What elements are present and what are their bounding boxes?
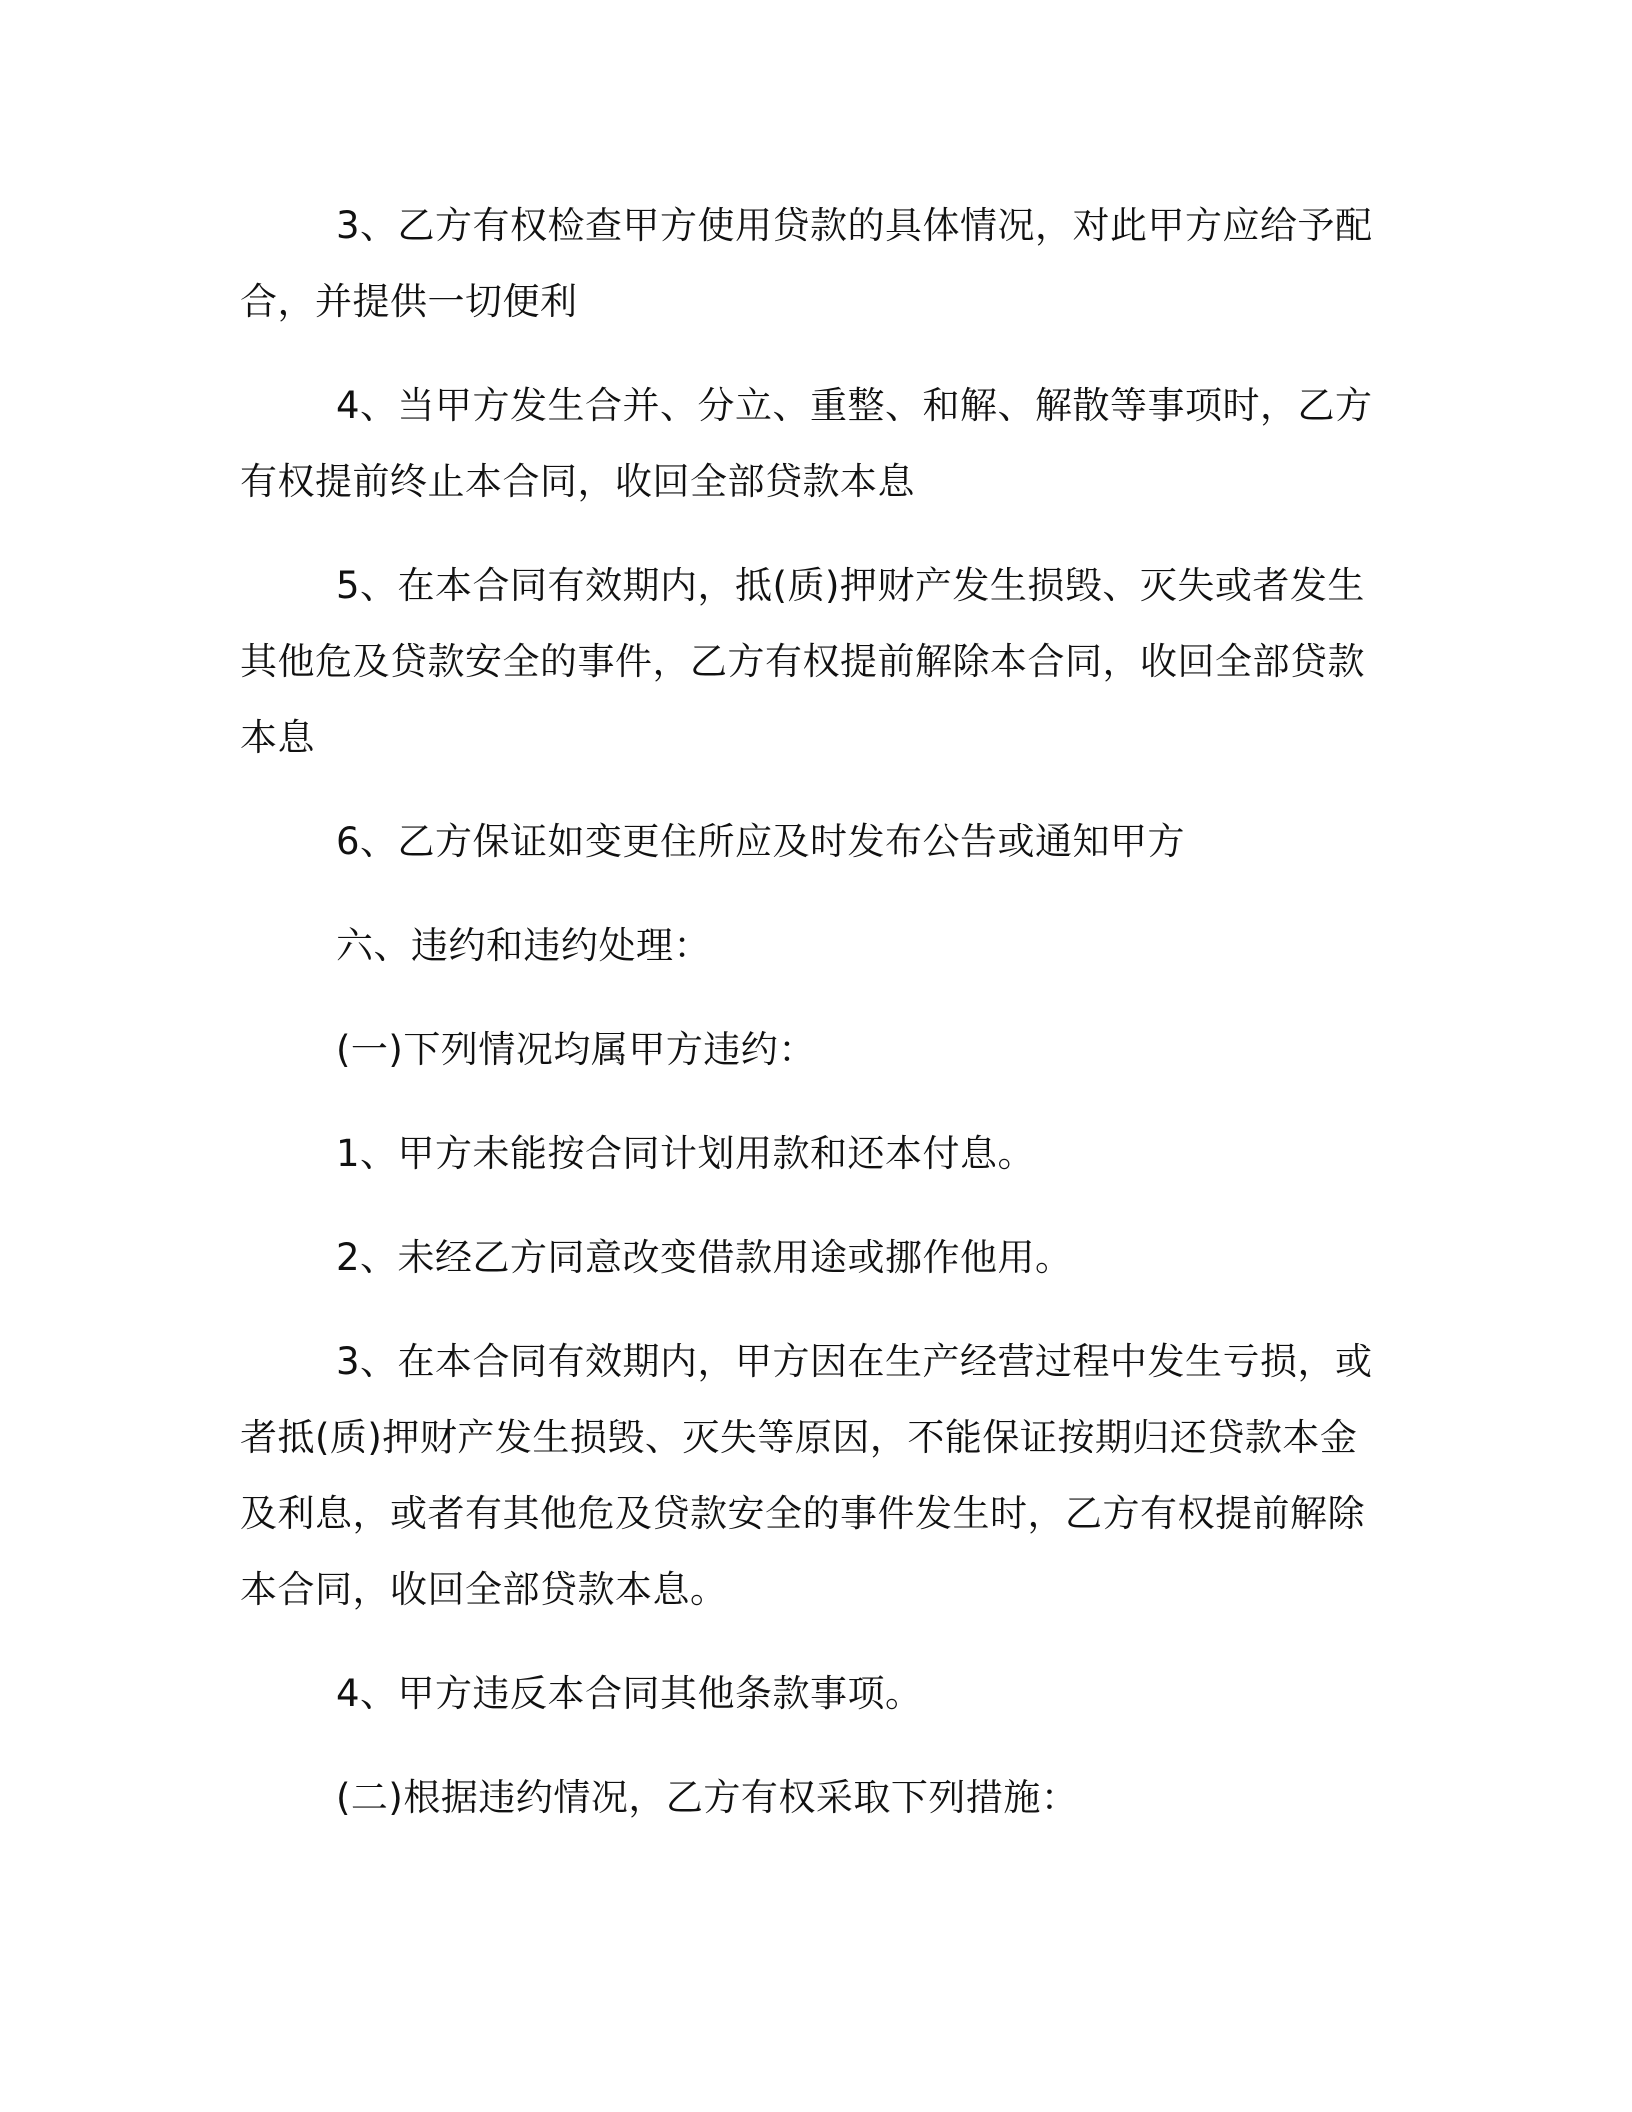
clause-paragraph: 6、乙方保证如变更住所应及时发布公告或通知甲方: [336, 820, 1186, 863]
clause-paragraph: 3、乙方有权检查甲方使用贷款的具体情况，对此甲方应给予配合，并提供一切便利: [240, 204, 1373, 323]
clause-paragraph: 2、未经乙方同意改变借款用途或挪作他用。: [336, 1236, 1073, 1279]
section-heading: 六、违约和违约处理：: [336, 924, 711, 967]
clause-paragraph: 3、在本合同有效期内，甲方因在生产经营过程中发生亏损，或者抵(质)押财产发生损毁、灭失等原因，不能保证按期归还贷款本金及利息，或者有其他危及贷款安全的事件发生时，乙方有权提前解除本合同，收回全部贷款本息。: [240, 1340, 1373, 1611]
clause-paragraph: 4、当甲方发生合并、分立、重整、和解、解散等事项时，乙方有权提前终止本合同，收回全部贷款本息: [240, 384, 1373, 503]
clause-paragraph: 1、甲方未能按合同计划用款和还本付息。: [336, 1132, 1036, 1175]
document-body: [240, 188, 1390, 1864]
clause-paragraph: 5、在本合同有效期内，抵(质)押财产发生损毁、灭失或者发生其他危及贷款安全的事件，乙方有权提前解除本合同，收回全部贷款本息: [240, 564, 1365, 759]
subsection-heading: (二)根据违约情况，乙方有权采取下列措施：: [336, 1776, 1079, 1819]
subsection-heading: (一)下列情况均属甲方违约：: [336, 1028, 816, 1071]
clause-paragraph: 4、甲方违反本合同其他条款事项。: [336, 1672, 923, 1715]
